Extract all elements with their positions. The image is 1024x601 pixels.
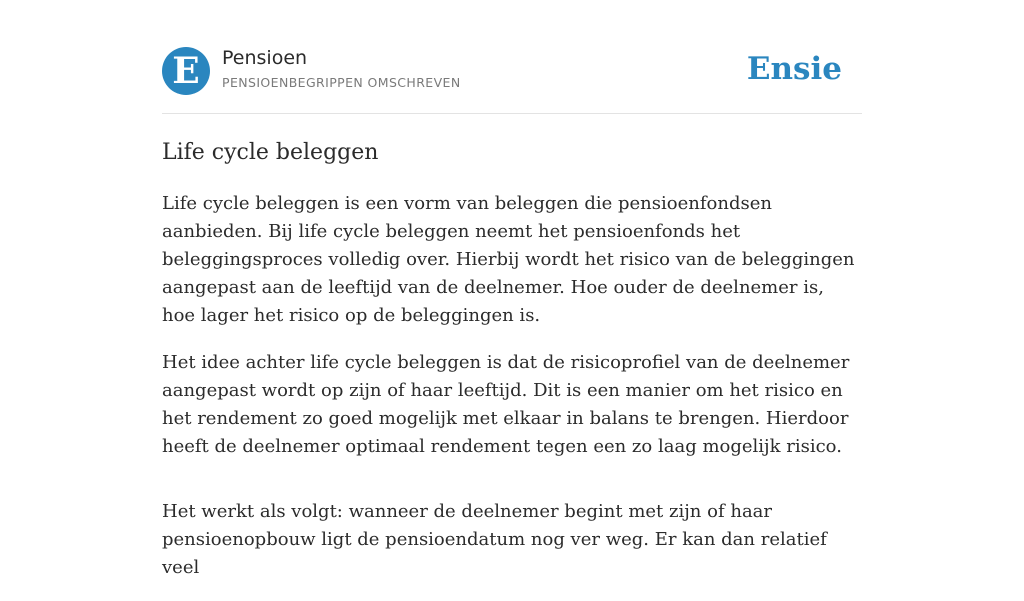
- article-paragraph: Het werkt als volgt: wanneer de deelnemer begint met zijn of haar pensioenopbouw ligt de pensioendatum nog ver weg. Er kan dan relatief veel: [162, 501, 827, 578]
- content: [162, 0, 862, 578]
- article-paragraph: Life cycle beleggen is een vorm van beleggen die pensioenfondsen aanbieden. Bij life cycle beleggen neemt het pensioenfonds het beleggingsproces volledig over. Hierbij wordt het risico van de beleggingen aangepast aan de leeftijd van de deelnemer. Hoe ouder de deelnemer is, hoe lager het risico op de beleggingen is.: [162, 193, 855, 326]
- site-title[interactable]: Pensioen: [222, 47, 308, 69]
- article-title: Life cycle beleggen: [162, 140, 379, 165]
- header: [162, 0, 862, 114]
- site-logo[interactable]: E: [162, 47, 210, 95]
- article-body: [162, 190, 862, 601]
- brand-logo[interactable]: Ensie: [746, 51, 842, 87]
- site-subtitle: PENSIOENBEGRIPPEN OMSCHREVEN: [222, 75, 461, 90]
- article-paragraph: Het idee achter life cycle beleggen is dat de risicoprofiel van de deelnemer aangepast wordt op zijn of haar leeftijd. Dit is een manier om het risico en het rendement zo goed mogelijk met elkaar in balans te brengen. Hierdoor heeft de deelnemer optimaal rendement tegen een zo laag mogelijk risico.: [162, 352, 850, 457]
